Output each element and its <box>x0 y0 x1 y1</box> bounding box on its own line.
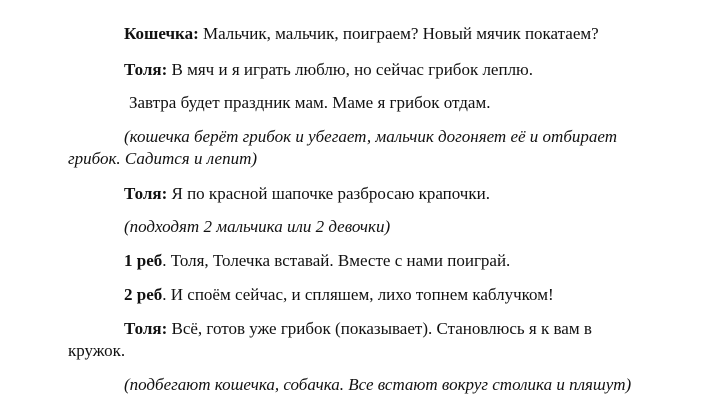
stage-direction-text: грибок. Садится и лепит) <box>68 149 258 168</box>
stage-direction-text: (подбегают кошечка, собачка. Все встают вокруг столика и пляшут) <box>124 375 632 394</box>
dialogue-text: Всё, готов уже грибок (показывает). Становлюсь я к вам в <box>167 319 592 338</box>
dialogue-line-tolya-3 <box>0 318 711 340</box>
dialogue-text: Я по красной шапочке разбросаю крапочки. <box>167 184 490 203</box>
stage-direction-text: (подходят 2 мальчика или 2 девочки) <box>124 217 391 236</box>
dialogue-line-tolya-2 <box>0 183 711 205</box>
dialogue-text: Завтра будет праздник мам. Маме я грибок отдам. <box>129 93 491 112</box>
dialogue-line-tolya-3-continuation <box>0 340 711 362</box>
stage-direction-3 <box>0 374 711 396</box>
speaker-name: 1 реб <box>124 251 163 270</box>
dialogue-text: В мяч и я играть люблю, но сейчас грибок леплю. <box>167 60 534 79</box>
speaker-name: Кошечка: <box>124 24 199 43</box>
speaker-name: Толя: <box>124 60 168 79</box>
dialogue-text: . Толя, Толечка вставай. Вместе с нами поиграй. <box>162 251 511 270</box>
dialogue-text: кружок. <box>68 341 126 360</box>
dialogue-line-continuation <box>0 92 711 114</box>
speaker-name: Толя: <box>124 184 168 203</box>
dialogue-text: Мальчик, мальчик, поиграем? Новый мячик покатаем? <box>198 24 599 43</box>
stage-direction-1 <box>0 126 711 148</box>
speaker-name: Толя: <box>124 319 168 338</box>
dialogue-line-cat <box>0 23 711 45</box>
stage-direction-1-continuation <box>0 148 711 170</box>
speaker-name: 2 реб <box>124 285 163 304</box>
dialogue-text: . И споём сейчас, и спляшем, лихо топнем каблучком! <box>162 285 554 304</box>
dialogue-line-tolya-1 <box>0 59 711 81</box>
dialogue-line-child-1 <box>0 250 711 272</box>
dialogue-line-child-2 <box>0 284 711 306</box>
stage-direction-text: (кошечка берёт грибок и убегает, мальчик догоняет её и отбирает <box>124 127 617 146</box>
stage-direction-2 <box>0 216 711 238</box>
